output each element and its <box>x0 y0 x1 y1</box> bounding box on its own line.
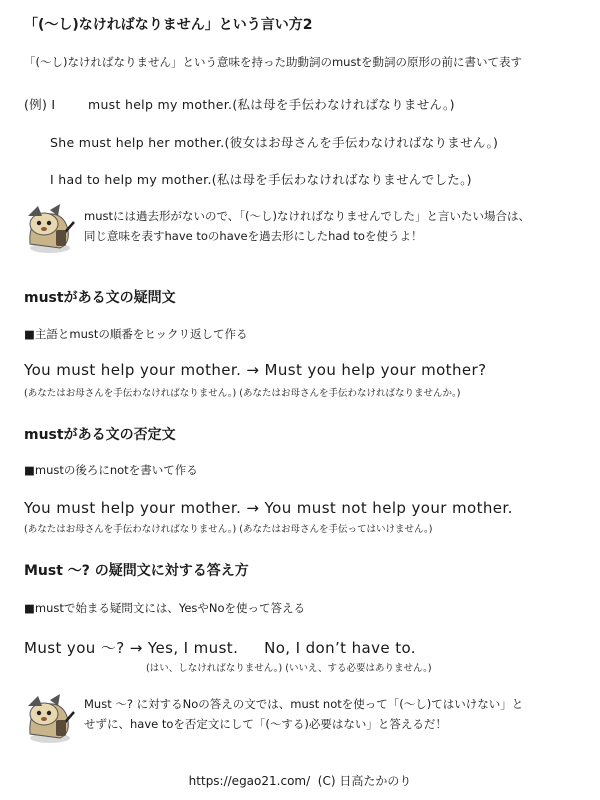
example-2: She must help her mother.(彼女はお母さんを手伝わなければなりません。) <box>50 135 499 150</box>
mascot-icon <box>20 200 78 254</box>
note-line-1: Must 〜? に対するNoの答えの文では、must notを使って「(〜し)てはいけない」と <box>84 697 524 711</box>
note-line-2: せずに、have toを否定文にして「(〜する)必要はない」と答えるだ！ <box>84 717 447 731</box>
section-example-negative: You must help your mother. → You must not help your mother. <box>24 499 513 517</box>
page-title: 「(〜し)なければなりません」という言い方2 <box>24 17 313 33</box>
example-3: I had to help my mother.(私は母を手伝わなければなりませんでした。) <box>50 172 472 187</box>
note-line-1: mustには過去形がないので、「(〜し)なければなりませんでした」と言いたい場合は、 <box>84 209 530 223</box>
section-heading-question: mustがある文の疑問文 <box>24 290 176 306</box>
example-label: (例) I <box>24 97 56 112</box>
section-heading-answers: Must 〜? の疑問文に対する答え方 <box>24 563 249 579</box>
example-text: must help my mother.(私は母を手伝わなければなりません。) <box>87 97 455 112</box>
past-tense-note <box>84 206 530 246</box>
section-example-answers: Must you 〜? → Yes, I must. No, I don’t have to. <box>24 639 416 657</box>
section-rule-negative: ■mustの後ろにnotを書いて作る <box>24 463 198 477</box>
footer-credit: https://egao21.com/ (C) 日高たかのり <box>188 774 412 788</box>
section-example-question: You must help your mother. → Must you help your mother? <box>24 361 487 379</box>
section-translation-negative: (あなたはお母さんを手伝わなければなりません。) (あなたはお母さんを手伝ってはいけません。) <box>24 524 433 535</box>
example-1 <box>24 95 455 113</box>
section-translation-question: (あなたはお母さんを手伝わなければなりません。) (あなたはお母さんを手伝わなければなりませんか。) <box>24 388 461 399</box>
answer-note <box>84 694 523 734</box>
intro-text: 「(〜し)なければなりません」という意味を持った助動詞のmustを動詞の原形の前に書いて表す <box>24 55 522 69</box>
note-line-2: 同じ意味を表すhave toのhaveを過去形にしたhad toを使うよ！ <box>84 229 423 243</box>
section-translation-answers: (はい、しなければなりません。) (いいえ、する必要はありません。) <box>146 663 432 674</box>
mascot-icon <box>20 690 78 744</box>
section-rule-question: ■主語とmustの順番をヒックリ返して作る <box>24 327 248 341</box>
section-rule-answers: ■mustで始まる疑問文には、YesやNoを使って答える <box>24 601 306 615</box>
section-heading-negative: mustがある文の否定文 <box>24 427 176 443</box>
